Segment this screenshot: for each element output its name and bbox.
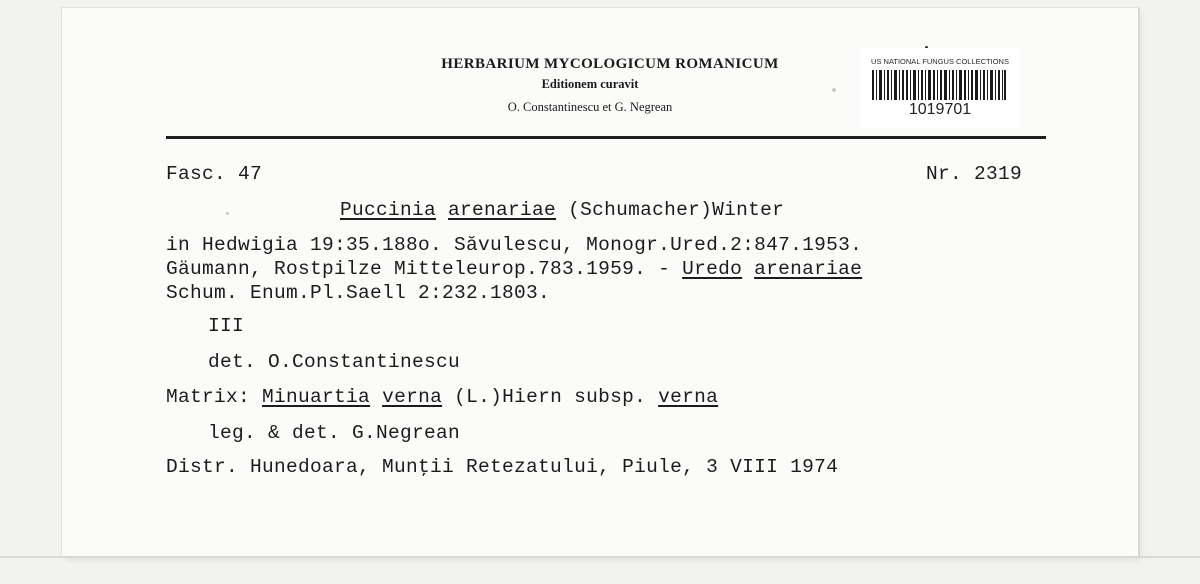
fascicle-number: Fasc. 47 [166, 163, 263, 185]
taxon-name [340, 199, 784, 221]
exsiccata-number: Nr. 2319 [926, 163, 1023, 185]
host-subspecies: verna [658, 386, 719, 408]
host-epithet: verna [382, 386, 443, 408]
host-matrix [166, 386, 718, 408]
catalog-number: 1019701 [908, 101, 972, 118]
reference-line-3: Schum. Enum.Pl.Saell 2:232.1803. [166, 282, 551, 304]
taxon-genus: Puccinia [340, 199, 437, 221]
collector: leg. & det. G.Negrean [208, 422, 461, 444]
matrix-label: Matrix: [166, 386, 251, 408]
locality: Distr. Hunedoara, Munţii Retezatului, Piule, 3 VIII 1974 [166, 456, 839, 478]
reference-text: Gäumann, Rostpilze Mitteleurop.783.1959. - [166, 258, 671, 280]
basionym-genus: Uredo [682, 258, 743, 280]
host-authority: (L.)Hiern subsp. [454, 386, 647, 408]
herbarium-editors: O. Constantinescu et G. Negrean [507, 100, 673, 114]
basionym-epithet: arenariae [754, 258, 863, 280]
barcode-icon [872, 70, 1006, 100]
taxon-epithet: arenariae [448, 199, 557, 221]
herbarium-subtitle: Editionem curavit [541, 77, 639, 91]
host-genus: Minuartia [262, 386, 371, 408]
taxon-authority: (Schumacher)Winter [568, 199, 785, 221]
label-right-edge [1138, 8, 1140, 556]
speck [226, 212, 229, 215]
reference-line-1: in Hedwigia 19:35.188o. Săvulescu, Monogr.Ured.2:847.1953. [166, 234, 863, 256]
label-header [340, 54, 880, 120]
header-divider [166, 136, 1046, 139]
barcode-label [860, 48, 1020, 128]
barcode-caption: US NATIONAL FUNGUS COLLECTIONS [871, 57, 1009, 66]
herbarium-title: HERBARIUM MYCOLOGICUM ROMANICUM [441, 56, 779, 72]
spore-stage: III [208, 315, 245, 337]
determiner: det. O.Constantinescu [208, 351, 461, 373]
reference-line-2 [166, 258, 862, 280]
label-bottom-edge [0, 556, 1200, 558]
